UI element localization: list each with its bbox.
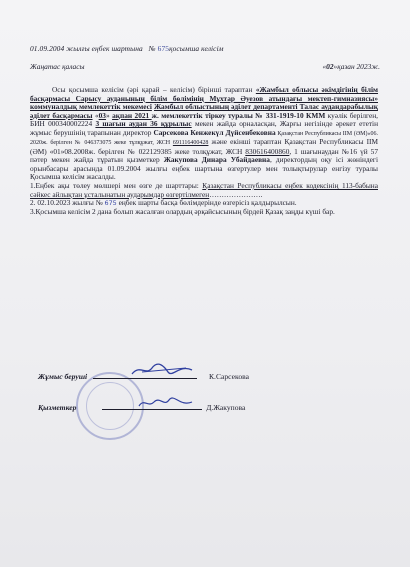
director-id-issuer: Қазақстан Республикасы ІІМ (ӘМ)«	[275, 130, 371, 137]
contract-date: 01.09.2004	[30, 44, 65, 53]
item-3	[30, 208, 378, 217]
preamble-closing: , директордың оқу ісі жөніндегі орынбасары арасында 01.09.2004 жылғы еңбек шартына өзгертулер мен толықтырулар енгізу туралы Қосымша келісім жасалды.	[30, 155, 378, 182]
item-3-text: 3.Қосымша келісім 2 дана болып жасалған олардың әрқайсысының бірдей Қазақ заңды күші бар.	[30, 206, 335, 216]
preamble-intro: Осы қосымша келісім (әрі қарай – келісім) бірінші тараптан	[52, 85, 256, 94]
employer-org-name: «Жамбыл облысы әкімдігінің білім басқармасы Сарысу ауданының білім бөлімінің Мұхтар Әуезов атындағы мектеп-гимназиясы» коммуналдық мемлекеттік мекемесі	[30, 85, 378, 112]
contract-no-label: №	[148, 44, 156, 53]
date-open: «	[322, 62, 327, 71]
item-1-lead: 1.Еңбек ақы төлеу мөлшері мен өзге де шарттары:	[30, 181, 203, 191]
agreement-body	[30, 86, 378, 216]
item-1	[30, 182, 378, 199]
employee-handwritten-signature	[136, 395, 196, 411]
text-quote: «	[92, 110, 99, 120]
document-date	[322, 62, 380, 71]
director-id-doc: . 2020ж. берілген № 046373075 жеке тұлқұжат, ЖСН	[30, 130, 378, 147]
item-2-handwritten-no: 675	[104, 199, 117, 208]
employer-address: 3 шағын аудан 36 құрылыс	[95, 119, 192, 129]
justice-department: Жамбыл облыстының әділет департаменті Талас аудандарабылық әділет басқармасы	[30, 102, 378, 120]
director-iin: 691116400428	[172, 140, 209, 147]
employer-label: Жұмыс беруші	[38, 372, 88, 381]
director-id-day: 06	[370, 130, 377, 137]
date-day: 02	[326, 62, 334, 71]
item-2-rest: еңбек шарты басқа бөлімдерінде өзгерісіз қалдырылсын.	[116, 198, 297, 208]
item-1-terms: Қазақстан Республикасы еңбек кодексінің 113-бабына сәйкес айлықтан ұсталынатын аударымдар өзгертілмеген	[30, 181, 378, 199]
employee-id-doc: және екінші тараптан Қазақстан Республикасы ІІМ (ӘМ) «01»08.2008ж. берілген № 022129385 жеке толқұжат, ЖСН	[30, 137, 378, 156]
contract-no-handwritten: 675	[157, 44, 170, 53]
employee-label: Қызметкер	[38, 403, 77, 412]
registration-year: 2021	[132, 110, 152, 120]
employee-name: Д.Жакупова	[206, 403, 246, 412]
director-name: Сарсекова Кенжекүл Дүйсенбековна	[153, 127, 276, 137]
contract-suffix: қосымша келісім	[169, 44, 224, 53]
contract-prefix: жылғы еңбек шартына	[66, 44, 143, 53]
registration-month: ақпан	[112, 110, 133, 120]
text-quote-close: »	[105, 110, 113, 120]
registration-number: ж. мемлекеттік тіркеу туралы № 331-1919-10 КММ	[151, 110, 326, 120]
employer-signature-line	[93, 378, 197, 379]
director-intro: мекен жайда орналасқан, Жарғы негізінде әрекет ететін жұмыс берушінің тарапынан директор	[30, 119, 379, 137]
place-date-row	[30, 62, 380, 71]
item-2-lead: 2. 02.10.2023 жылғы №	[30, 198, 105, 208]
date-rest: »қазан 2023ж.	[333, 62, 380, 71]
item-1-dots: ………………….	[209, 189, 263, 199]
preamble-paragraph	[30, 86, 378, 182]
registration-day: 03	[98, 110, 106, 120]
city-name: Жаңатас қаласы	[30, 62, 85, 71]
bin-number: куәлік берілген, БИН 000340002224	[30, 110, 378, 129]
employer-name: К.Сарсекова	[208, 372, 249, 381]
employee-name: Жакупова Динара Убайдаевна	[163, 155, 270, 165]
employee-iin: 830616400860	[245, 146, 290, 156]
contract-header	[30, 44, 390, 53]
employee-address: , 1 шағынаудан №16 үй 57 пәтер мекен жайда тұратын қызметкер	[30, 146, 378, 165]
employer-handwritten-signature	[128, 362, 198, 378]
